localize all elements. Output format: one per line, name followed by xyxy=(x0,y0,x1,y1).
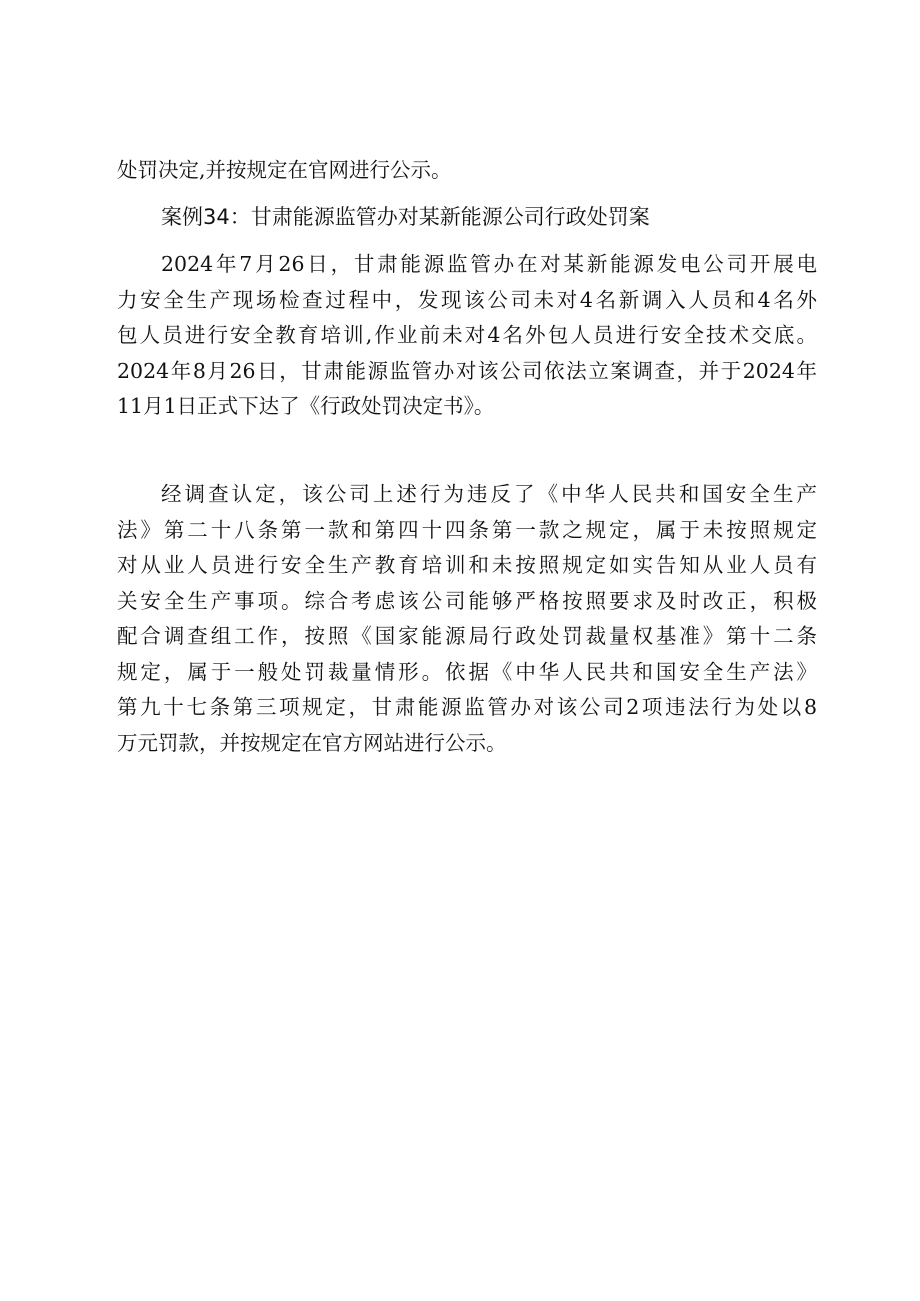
text-line: 对从业人员进行安全生产教育培训和未按照规定如实告知从业人员有 xyxy=(117,553,817,577)
text-line: 万元罚款，并按规定在官方网站进行公示。 xyxy=(117,730,507,755)
text-line: 规定，属于一般处罚裁量情形。依据《中华人民共和国安全生产法》 xyxy=(117,659,817,684)
text-line: 经调查认定，该公司上述行为违反了《中华人民共和国安全生产 xyxy=(161,482,817,506)
text-line: 关安全生产事项。综合考虑该公司能够严格按照要求及时改正，积极 xyxy=(117,588,817,613)
text-line: 2024年8月26日，甘肃能源监管办对该公司依法立案调查，并于2024年 xyxy=(117,358,817,383)
case-paragraph-1 xyxy=(117,247,817,425)
text-line: 2024年7月26日，甘肃能源监管办在对某新能源发电公司开展电 xyxy=(161,252,817,276)
text-line: 处罚决定,并按规定在官网进行公示。 xyxy=(117,158,452,182)
text-line: 法》第二十八条第一款和第四十四条第一款之规定，属于未按照规定 xyxy=(117,517,817,542)
text-line: 力安全生产现场检查过程中，发现该公司未对4名新调入人员和4名外 xyxy=(117,287,817,312)
case-heading: 案例34：甘肃能源监管办对某新能源公司行政处罚案 xyxy=(161,205,650,229)
case-paragraph-2 xyxy=(117,477,817,761)
previous-case-ending xyxy=(117,153,817,189)
text-line: 配合调查组工作，按照《国家能源局行政处罚裁量权基准》第十二条 xyxy=(117,624,817,648)
text-line: 包人员进行安全教育培训,作业前未对4名外包人员进行安全技术交底。 xyxy=(117,323,817,347)
text-line: 第九十七条第三项规定，甘肃能源监管办对该公司2项违法行为处以8 xyxy=(117,695,817,719)
text-line: 11月1日正式下达了《行政处罚决定书》。 xyxy=(117,394,495,418)
